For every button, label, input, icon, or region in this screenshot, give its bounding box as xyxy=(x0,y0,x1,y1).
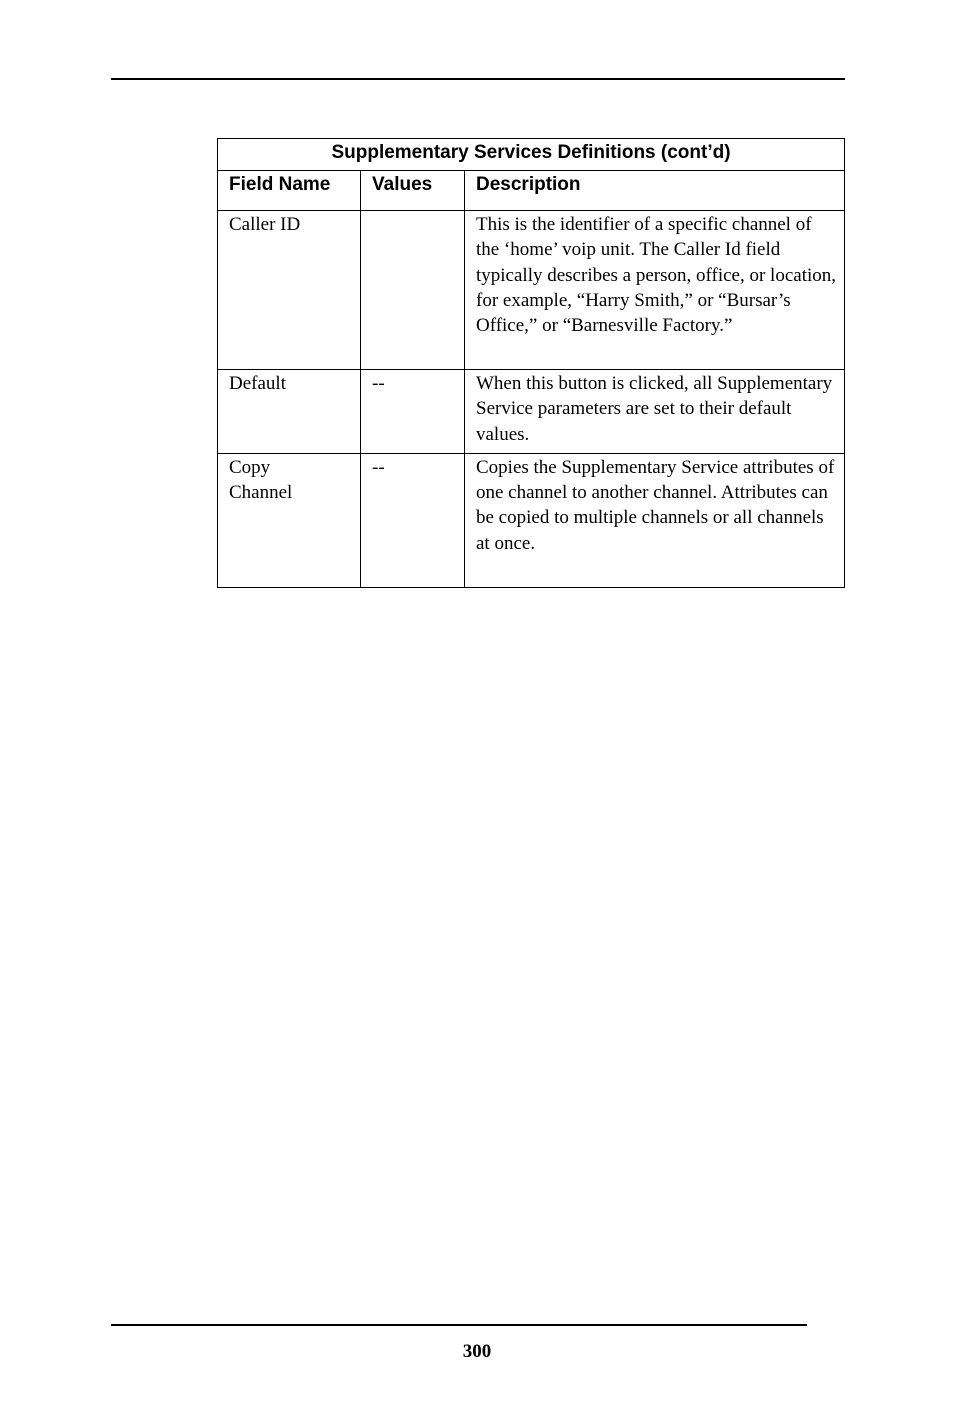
values-cell: -- xyxy=(361,370,465,454)
table-title-row xyxy=(218,139,845,171)
header-rule xyxy=(111,78,845,80)
footer-rule xyxy=(111,1324,807,1326)
description-cell: When this button is clicked, all Supplementary Service parameters are set to their default values. xyxy=(465,370,845,454)
table-header-row xyxy=(218,171,845,211)
supplementary-services-table xyxy=(217,138,845,588)
description-cell: This is the identifier of a specific channel of the ‘home’ voip unit. The Caller Id field typically describes a person, office, or location, for example, “Harry Smith,” or “Bursar’s Office,” or “Barnesville Factory.” xyxy=(465,211,845,370)
description-cell: Copies the Supplementary Service attributes of one channel to another channel. Attributes can be copied to multiple channels or all channels at once. xyxy=(465,453,845,587)
field-name-cell: Copy Channel xyxy=(218,453,361,587)
values-cell: -- xyxy=(361,453,465,587)
table-title: Supplementary Services Definitions (cont’d) xyxy=(218,139,845,171)
column-header-description: Description xyxy=(465,171,845,211)
field-name-cell: Caller ID xyxy=(218,211,361,370)
page-number: 300 xyxy=(462,1341,492,1362)
values-cell xyxy=(361,211,465,370)
field-name-cell: Default xyxy=(218,370,361,454)
table-row xyxy=(218,453,845,587)
table-row xyxy=(218,211,845,370)
column-header-values: Values xyxy=(361,171,465,211)
column-header-field-name: Field Name xyxy=(218,171,361,211)
table-row xyxy=(218,370,845,454)
